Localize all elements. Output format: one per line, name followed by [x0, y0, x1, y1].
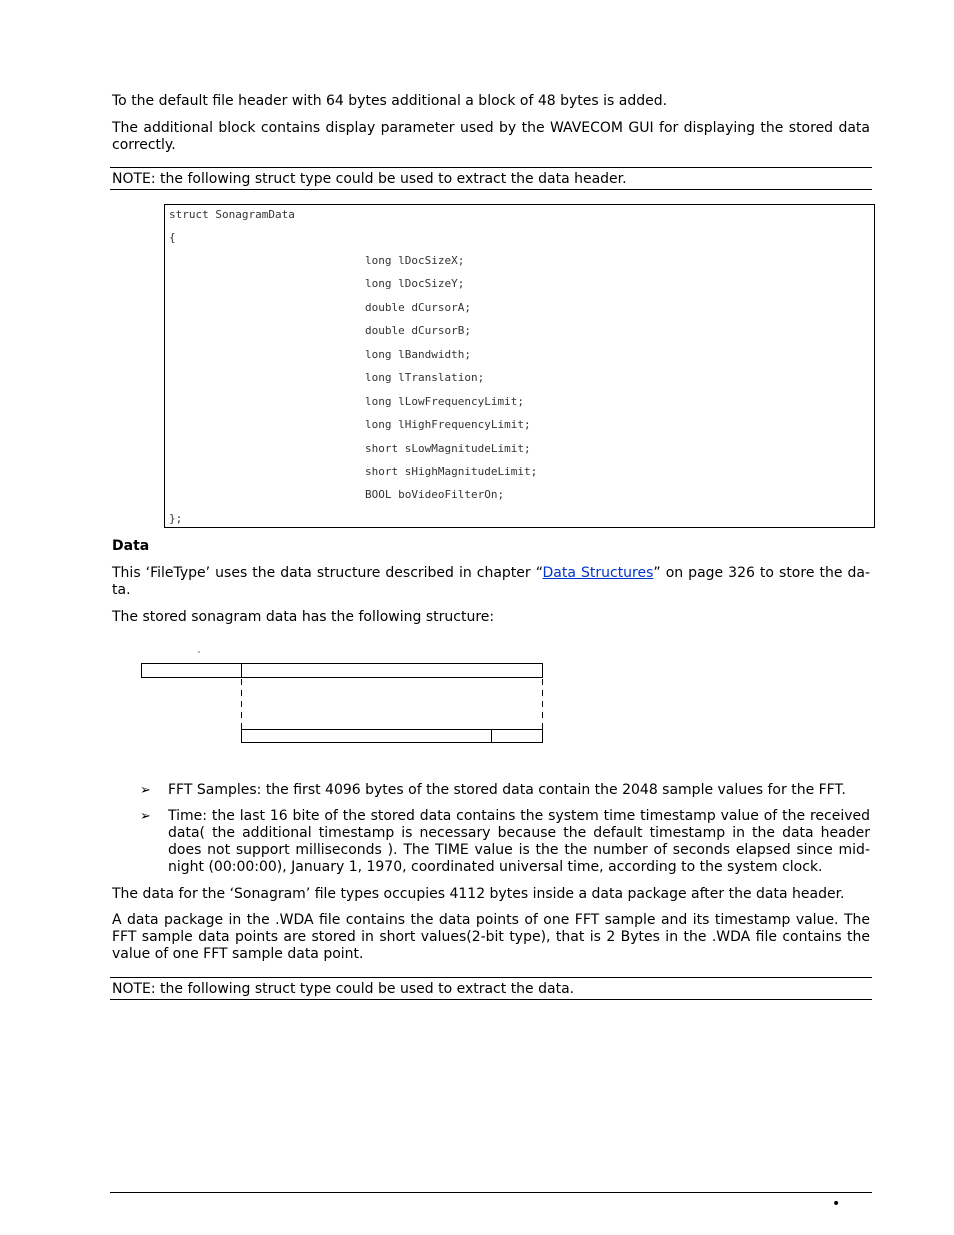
footer-bullet: •: [832, 1196, 841, 1212]
code-field: long lDocSizeX;: [365, 254, 465, 267]
code-field: long lDocSizeY;: [365, 277, 465, 290]
bullet-arrow-icon: ➢: [140, 783, 151, 798]
note-data: NOTE: the following struct type could be used to extract the data.: [110, 977, 872, 1000]
footer-divider: [110, 1192, 872, 1193]
code-field: double dCursorA;: [365, 301, 471, 314]
code-field: double dCursorB;: [365, 324, 471, 337]
section-heading-data: Data: [112, 538, 150, 554]
diagram-data-cell: [242, 664, 543, 678]
code-field: long lHighFrequencyLimit;: [365, 418, 531, 431]
intro-paragraph-1: To the default file header with 64 bytes additional a block of 48 bytes is added.: [112, 93, 668, 109]
after-paragraph-1: The data for the ‘Sonagram’ file types occupies 4112 bytes inside a data package after the data header.: [112, 886, 845, 902]
bullet-fft-samples: FFT Samples: the first 4096 bytes of the stored data contain the 2048 sample values for the FFT.: [168, 782, 846, 798]
code-field: long lBandwidth;: [365, 348, 471, 361]
code-brace-open: {: [169, 231, 176, 244]
intro-paragraph-2: The additional block contains display parameter used by the WAVECOM GUI for displaying the stored data correctly.: [112, 120, 870, 153]
code-field: short sLowMagnitudeLimit;: [365, 442, 531, 455]
bullet-time: Time: the last 16 bite of the stored data contains the system time timestamp value of the received data( the additional timestamp is necessary because the default timestamp in the data header does not support milliseconds ). The TIME value is the the number of seconds elapsed since mid-night (00:00:00), January 1, 1970, coordinated universal time, according to the system clock.: [168, 808, 870, 875]
after-paragraph-2: A data package in the .WDA file contains the data points of one FFT sample and its timestamp value. The FFT sample data points are stored in short values(2-bit type), that is 2 Bytes in the .WDA file contains the value of one FFT sample data point.: [112, 912, 870, 962]
code-close: };: [169, 512, 183, 525]
data-paragraph-1-after: ” on page 326 to store the da-ta.: [112, 565, 870, 598]
code-field: long lTranslation;: [365, 371, 485, 384]
diagram-time-cell: [492, 730, 543, 743]
diagram-dot: [198, 651, 199, 652]
code-struct-declaration: struct SonagramData: [169, 208, 295, 221]
data-paragraph-2: The stored sonagram data has the following structure:: [112, 609, 495, 625]
code-block: [164, 204, 875, 528]
data-paragraph-1-before: This ‘FileType’ uses the data structure described in chapter “: [112, 565, 543, 581]
code-field: BOOL boVideoFilterOn;: [365, 488, 505, 501]
note-data-header: NOTE: the following struct type could be used to extract the data header.: [110, 167, 872, 190]
code-field: long lLowFrequencyLimit;: [365, 395, 524, 408]
data-structures-link[interactable]: Data Structures: [542, 565, 654, 581]
data-paragraph-1: [112, 565, 870, 599]
bullet-arrow-icon: ➢: [140, 809, 151, 824]
diagram-header-cell: [142, 664, 242, 678]
diagram-fft-samples-cell: [242, 730, 492, 743]
code-field: short sHighMagnitudeLimit;: [365, 465, 538, 478]
